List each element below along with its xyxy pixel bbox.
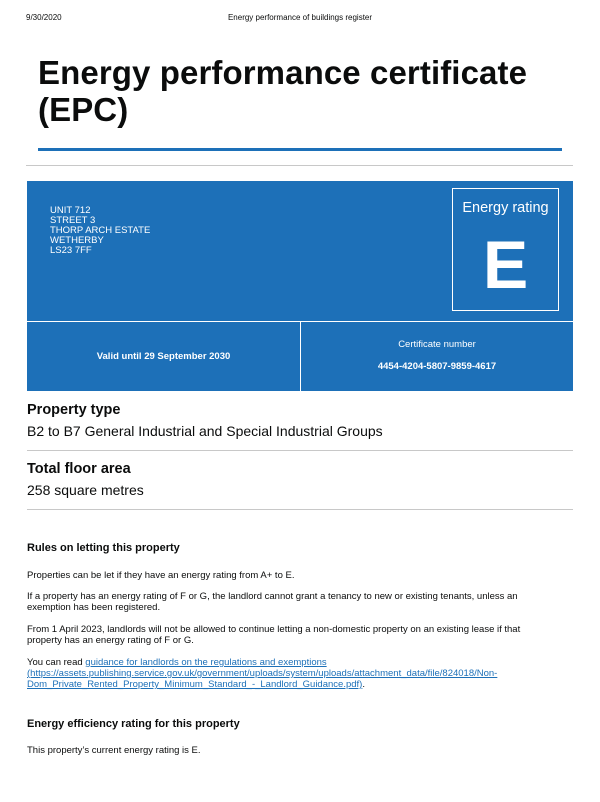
property-address [50, 206, 150, 256]
info-divider [27, 509, 573, 510]
efficiency-text: This property’s current energy rating is E. [27, 745, 201, 756]
letting-rules-paragraph: If a property has an energy rating of F or G, the landlord cannot grant a tenancy to new or existing tenants, unless an exemption has been registered. [27, 591, 518, 613]
address-line: LS23 7FF [50, 245, 92, 256]
certificate-number-label: Certificate number [398, 339, 476, 350]
property-type-value: B2 to B7 General Industrial and Special Industrial Groups [27, 423, 383, 439]
address-line: UNIT 712 [50, 205, 91, 216]
valid-until: Valid until 29 September 2030 [96, 351, 231, 362]
panel-divider-vertical [300, 321, 301, 391]
page-title-line1: Energy performance certificate [38, 54, 528, 91]
guidance-paragraph [27, 657, 557, 690]
energy-rating-label: Energy rating [462, 200, 549, 216]
floor-area-heading: Total floor area [27, 461, 131, 477]
guidance-prefix: You can read [27, 657, 86, 668]
print-header [26, 13, 574, 25]
title-underline [38, 148, 562, 151]
print-date: 9/30/2020 [26, 13, 62, 22]
certificate-number: 4454-4204-5807-9859-4617 [377, 361, 497, 372]
letting-rules-heading: Rules on letting this property [27, 542, 180, 554]
letting-rules-paragraph: Properties can be let if they have an energy rating from A+ to E. [27, 570, 295, 581]
guidance-suffix: . [362, 679, 365, 690]
letting-rules-paragraph: From 1 April 2023, landlords will not be allowed to continue letting a non-domestic property on an existing lease if that property has an energy rating of F or G. [27, 624, 521, 646]
energy-rating-letter: E [482, 227, 529, 303]
page-title [38, 54, 558, 128]
address-line: STREET 3 [50, 215, 96, 226]
efficiency-heading: Energy efficiency rating for this property [27, 718, 240, 730]
page-title-line2: (EPC) [38, 91, 129, 128]
guidance-link[interactable]: guidance for landlords on the regulations and exemptions [85, 657, 327, 668]
print-site-title: Energy performance of buildings register [227, 13, 373, 22]
info-divider [27, 450, 573, 451]
address-line: WETHERBY [50, 235, 104, 246]
property-type-heading: Property type [27, 402, 121, 418]
address-line: THORP ARCH ESTATE [50, 225, 151, 236]
section-divider [26, 165, 573, 166]
floor-area-value: 258 square metres [27, 482, 144, 498]
energy-rating-box [452, 188, 559, 311]
certificate-summary-panel [27, 181, 573, 391]
guidance-url-link[interactable]: (https://assets.publishing.service.gov.uk/government/uploads/system/uploads/attachment_data/file/824018/Non-Dom_Private_Rented_Property_Minimum_Standard_-_Landlord_Guidance.pdf) [27, 668, 498, 690]
